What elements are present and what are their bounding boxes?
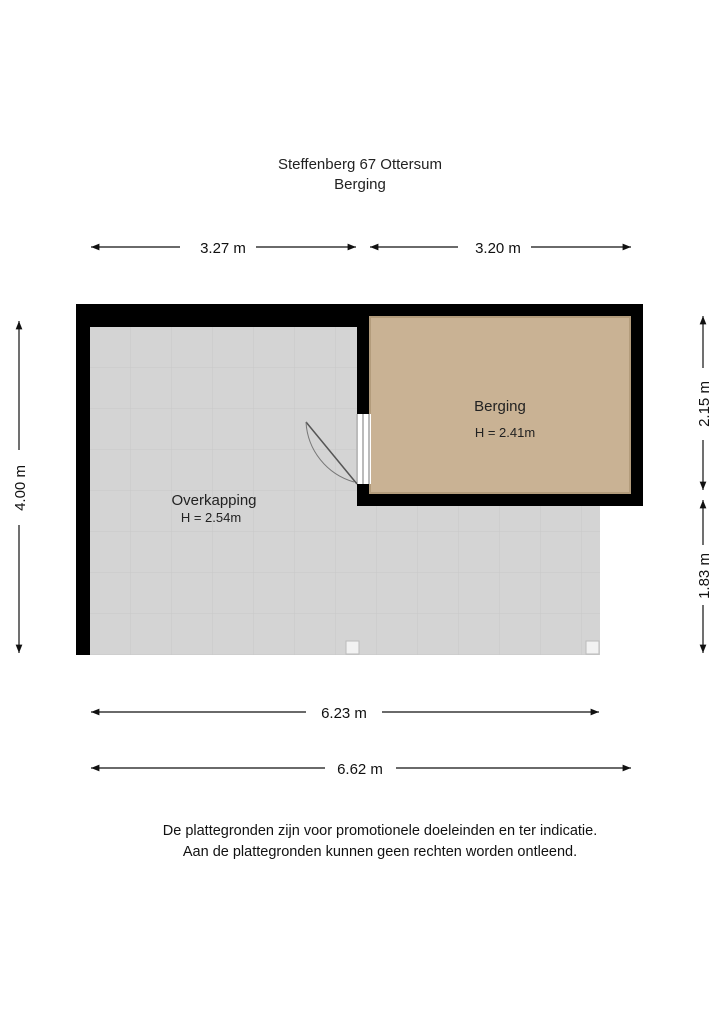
post-right [586,641,599,654]
post-left [346,641,359,654]
dim-bottom-inner: 6.23 m [321,705,367,722]
plan-floor-name: Berging [334,176,386,193]
dim-right-upper: 2.15 m [696,381,713,427]
berging-height: H = 2.41m [474,425,536,440]
dim-top-right: 3.20 m [475,240,521,257]
disclaimer-line-2: Aan de plattegronden kunnen geen rechten worden ontleend. [182,844,578,860]
overkapping-height: H = 2.54m [180,510,242,525]
dim-left: 4.00 m [12,465,29,511]
disclaimer-line-1: De plattegronden zijn voor promotionele doeleinden en ter indicatie. [162,823,598,839]
berging-name: Berging [474,398,526,415]
dim-bottom-outer: 6.62 m [337,761,383,778]
dim-right-lower: 1.83 m [696,553,713,599]
overkapping-name: Overkapping [171,492,257,509]
plan-address: Steffenberg 67 Ottersum [278,156,442,173]
dim-top-left: 3.27 m [200,240,246,257]
